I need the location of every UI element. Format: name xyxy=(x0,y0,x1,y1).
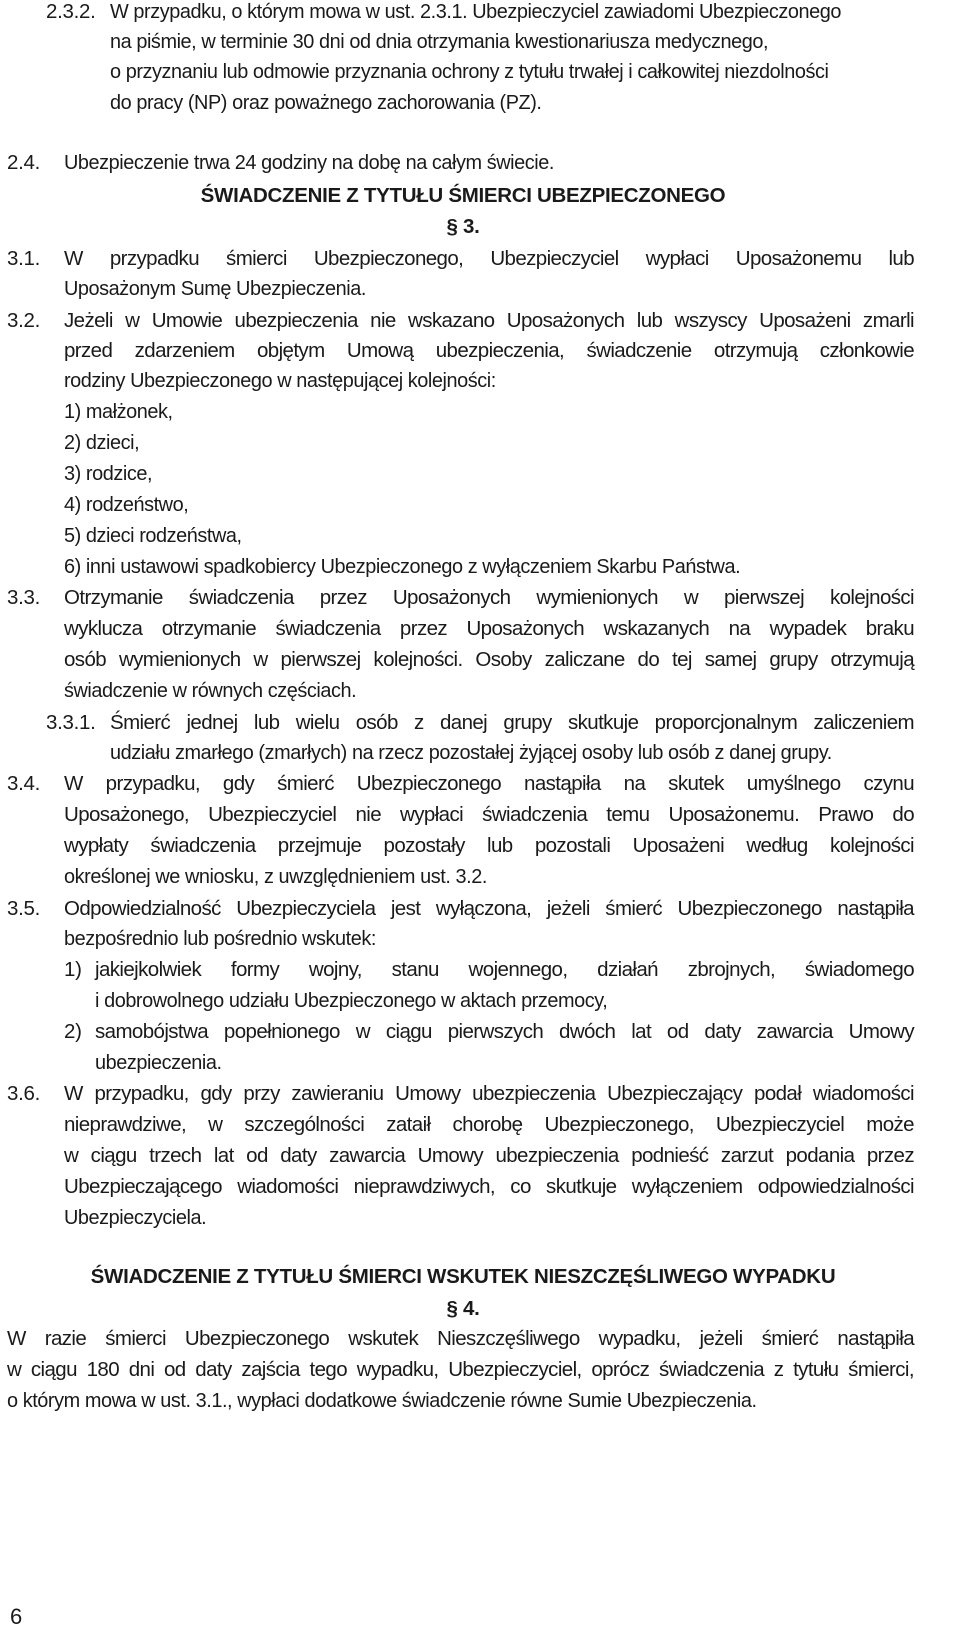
paragraph-symbol: § 3. xyxy=(446,215,480,238)
page-number: 6 xyxy=(10,1604,23,1629)
paragraph-line: w ciągu 180 dni od daty zajścia tego wypadku, Ubezpieczyciel, oprócz świadczenia z tytułu śmierci, xyxy=(7,1358,914,1381)
list-item-number: 2) xyxy=(64,1020,82,1043)
paragraph-line: bezpośrednio lub pośrednio wskutek: xyxy=(64,927,376,950)
section-number: 2.4. xyxy=(7,151,40,174)
paragraph-line: nieprawdziwe, w szczególności zataił chorobę Ubezpieczonego, Ubezpieczyciel może xyxy=(64,1113,914,1136)
paragraph-line: Ubezpieczającego wiadomości nieprawdziwych, co skutkuje wyłączeniem odpowiedzialności xyxy=(64,1175,914,1198)
paragraph-line: o którym mowa w ust. 3.1., wypłaci dodatkowe świadczenie równe Sumie Ubezpieczenia. xyxy=(7,1389,757,1412)
paragraph-line: W przypadku śmierci Ubezpieczonego, Ubezpieczyciel wypłaci Uposażonemu lub xyxy=(64,247,914,270)
paragraph-line: W przypadku, o którym mowa w ust. 2.3.1. Ubezpieczyciel zawiadomi Ubezpieczonego xyxy=(110,0,841,23)
paragraph-line: wypłaty świadczenia przejmuje pozostały lub pozostali Uposażeni według kolejności xyxy=(64,834,914,857)
paragraph-line: Uposażonym Sumę Ubezpieczenia. xyxy=(64,277,366,300)
paragraph-line: W razie śmierci Ubezpieczonego wskutek Nieszczęśliwego wypadku, jeżeli śmierć nastąpiła xyxy=(7,1327,914,1350)
paragraph-line: Otrzymanie świadczenia przez Uposażonych wymienionych w pierwszej kolejności xyxy=(64,586,914,609)
section-number: 3.2. xyxy=(7,309,40,332)
section-number: 3.1. xyxy=(7,247,40,270)
paragraph-line: osób wymienionych w pierwszej kolejności. Osoby zaliczane do tej samej grupy otrzymują xyxy=(64,648,914,671)
section-number: 3.6. xyxy=(7,1082,40,1105)
list-item: i dobrowolnego udziału Ubezpieczonego w aktach przemocy, xyxy=(95,989,608,1012)
list-item: 6) inni ustawowi spadkobiercy Ubezpieczonego z wyłączeniem Skarbu Państwa. xyxy=(64,555,741,578)
paragraph-line: przed zdarzeniem objętym Umową ubezpieczenia, świadczenie otrzymują członkowie xyxy=(64,339,914,362)
section-heading: ŚWIADCZENIE Z TYTUŁU ŚMIERCI WSKUTEK NIESZCZĘŚLIWEGO WYPADKU xyxy=(90,1265,836,1288)
paragraph-line: określonej we wniosku, z uwzględnieniem ust. 3.2. xyxy=(64,865,487,888)
paragraph-line: wyklucza otrzymanie świadczenia przez Uposażonych wskazanych na wypadek braku xyxy=(64,617,914,640)
list-item: samobójstwa popełnionego w ciągu pierwszych dwóch lat od daty zawarcia Umowy xyxy=(95,1020,914,1043)
list-item: 3) rodzice, xyxy=(64,462,153,485)
paragraph-line: Jeżeli w Umowie ubezpieczenia nie wskazano Uposażonych lub wszyscy Uposażeni zmarli xyxy=(64,309,914,332)
section-number: 3.5. xyxy=(7,897,40,920)
section-number: 3.3. xyxy=(7,586,40,609)
paragraph-line: Uposażonego, Ubezpieczyciel nie wypłaci świadczenia temu Uposażonemu. Prawo do xyxy=(64,803,914,826)
section-number: 3.3.1. xyxy=(46,711,96,734)
list-item: ubezpieczenia. xyxy=(95,1051,222,1074)
paragraph-line: rodziny Ubezpieczonego w następującej kolejności: xyxy=(64,369,496,392)
paragraph-line: W przypadku, gdy przy zawieraniu Umowy ubezpieczenia Ubezpieczający podał wiadomości xyxy=(64,1082,914,1105)
paragraph-line: udziału zmarłego (zmarłych) na rzecz pozostałej żyjącej osoby lub osób z danej grupy. xyxy=(110,741,832,764)
paragraph-line: o przyznaniu lub odmowie przyznania ochrony z tytułu trwałej i całkowitej niezdolności xyxy=(110,60,829,83)
list-item: 4) rodzeństwo, xyxy=(64,493,189,516)
paragraph-line: w ciągu trzech lat od daty zawarcia Umowy ubezpieczenia podnieść zarzut podania przez xyxy=(64,1144,914,1167)
list-item-number: 1) xyxy=(64,958,82,981)
paragraph-line: W przypadku, gdy śmierć Ubezpieczonego nastąpiła na skutek umyślnego czynu xyxy=(64,772,914,795)
paragraph-line: Ubezpieczenie trwa 24 godziny na dobę na całym świecie. xyxy=(64,151,554,174)
list-item: 1) małżonek, xyxy=(64,400,173,423)
list-item: jakiejkolwiek formy wojny, stanu wojennego, działań zbrojnych, świadomego xyxy=(95,958,914,981)
section-number: 2.3.2. xyxy=(46,0,96,23)
paragraph-line: do pracy (NP) oraz poważnego zachorowania (PZ). xyxy=(110,91,542,114)
list-item: 5) dzieci rodzeństwa, xyxy=(64,524,242,547)
section-number: 3.4. xyxy=(7,772,40,795)
section-heading: ŚWIADCZENIE Z TYTUŁU ŚMIERCI UBEZPIECZONEGO xyxy=(200,184,726,207)
paragraph-line: Odpowiedzialność Ubezpieczyciela jest wyłączona, jeżeli śmierć Ubezpieczonego nastąpiła xyxy=(64,897,914,920)
paragraph-symbol: § 4. xyxy=(446,1297,480,1320)
paragraph-line: na piśmie, w terminie 30 dni od dnia otrzymania kwestionariusza medycznego, xyxy=(110,30,769,53)
list-item: 2) dzieci, xyxy=(64,431,140,454)
paragraph-line: świadczenie w równych częściach. xyxy=(64,679,357,702)
paragraph-line: Ubezpieczyciela. xyxy=(64,1206,207,1229)
paragraph-line: Śmierć jednej lub wielu osób z danej grupy skutkuje proporcjonalnym zaliczeniem xyxy=(110,711,914,734)
